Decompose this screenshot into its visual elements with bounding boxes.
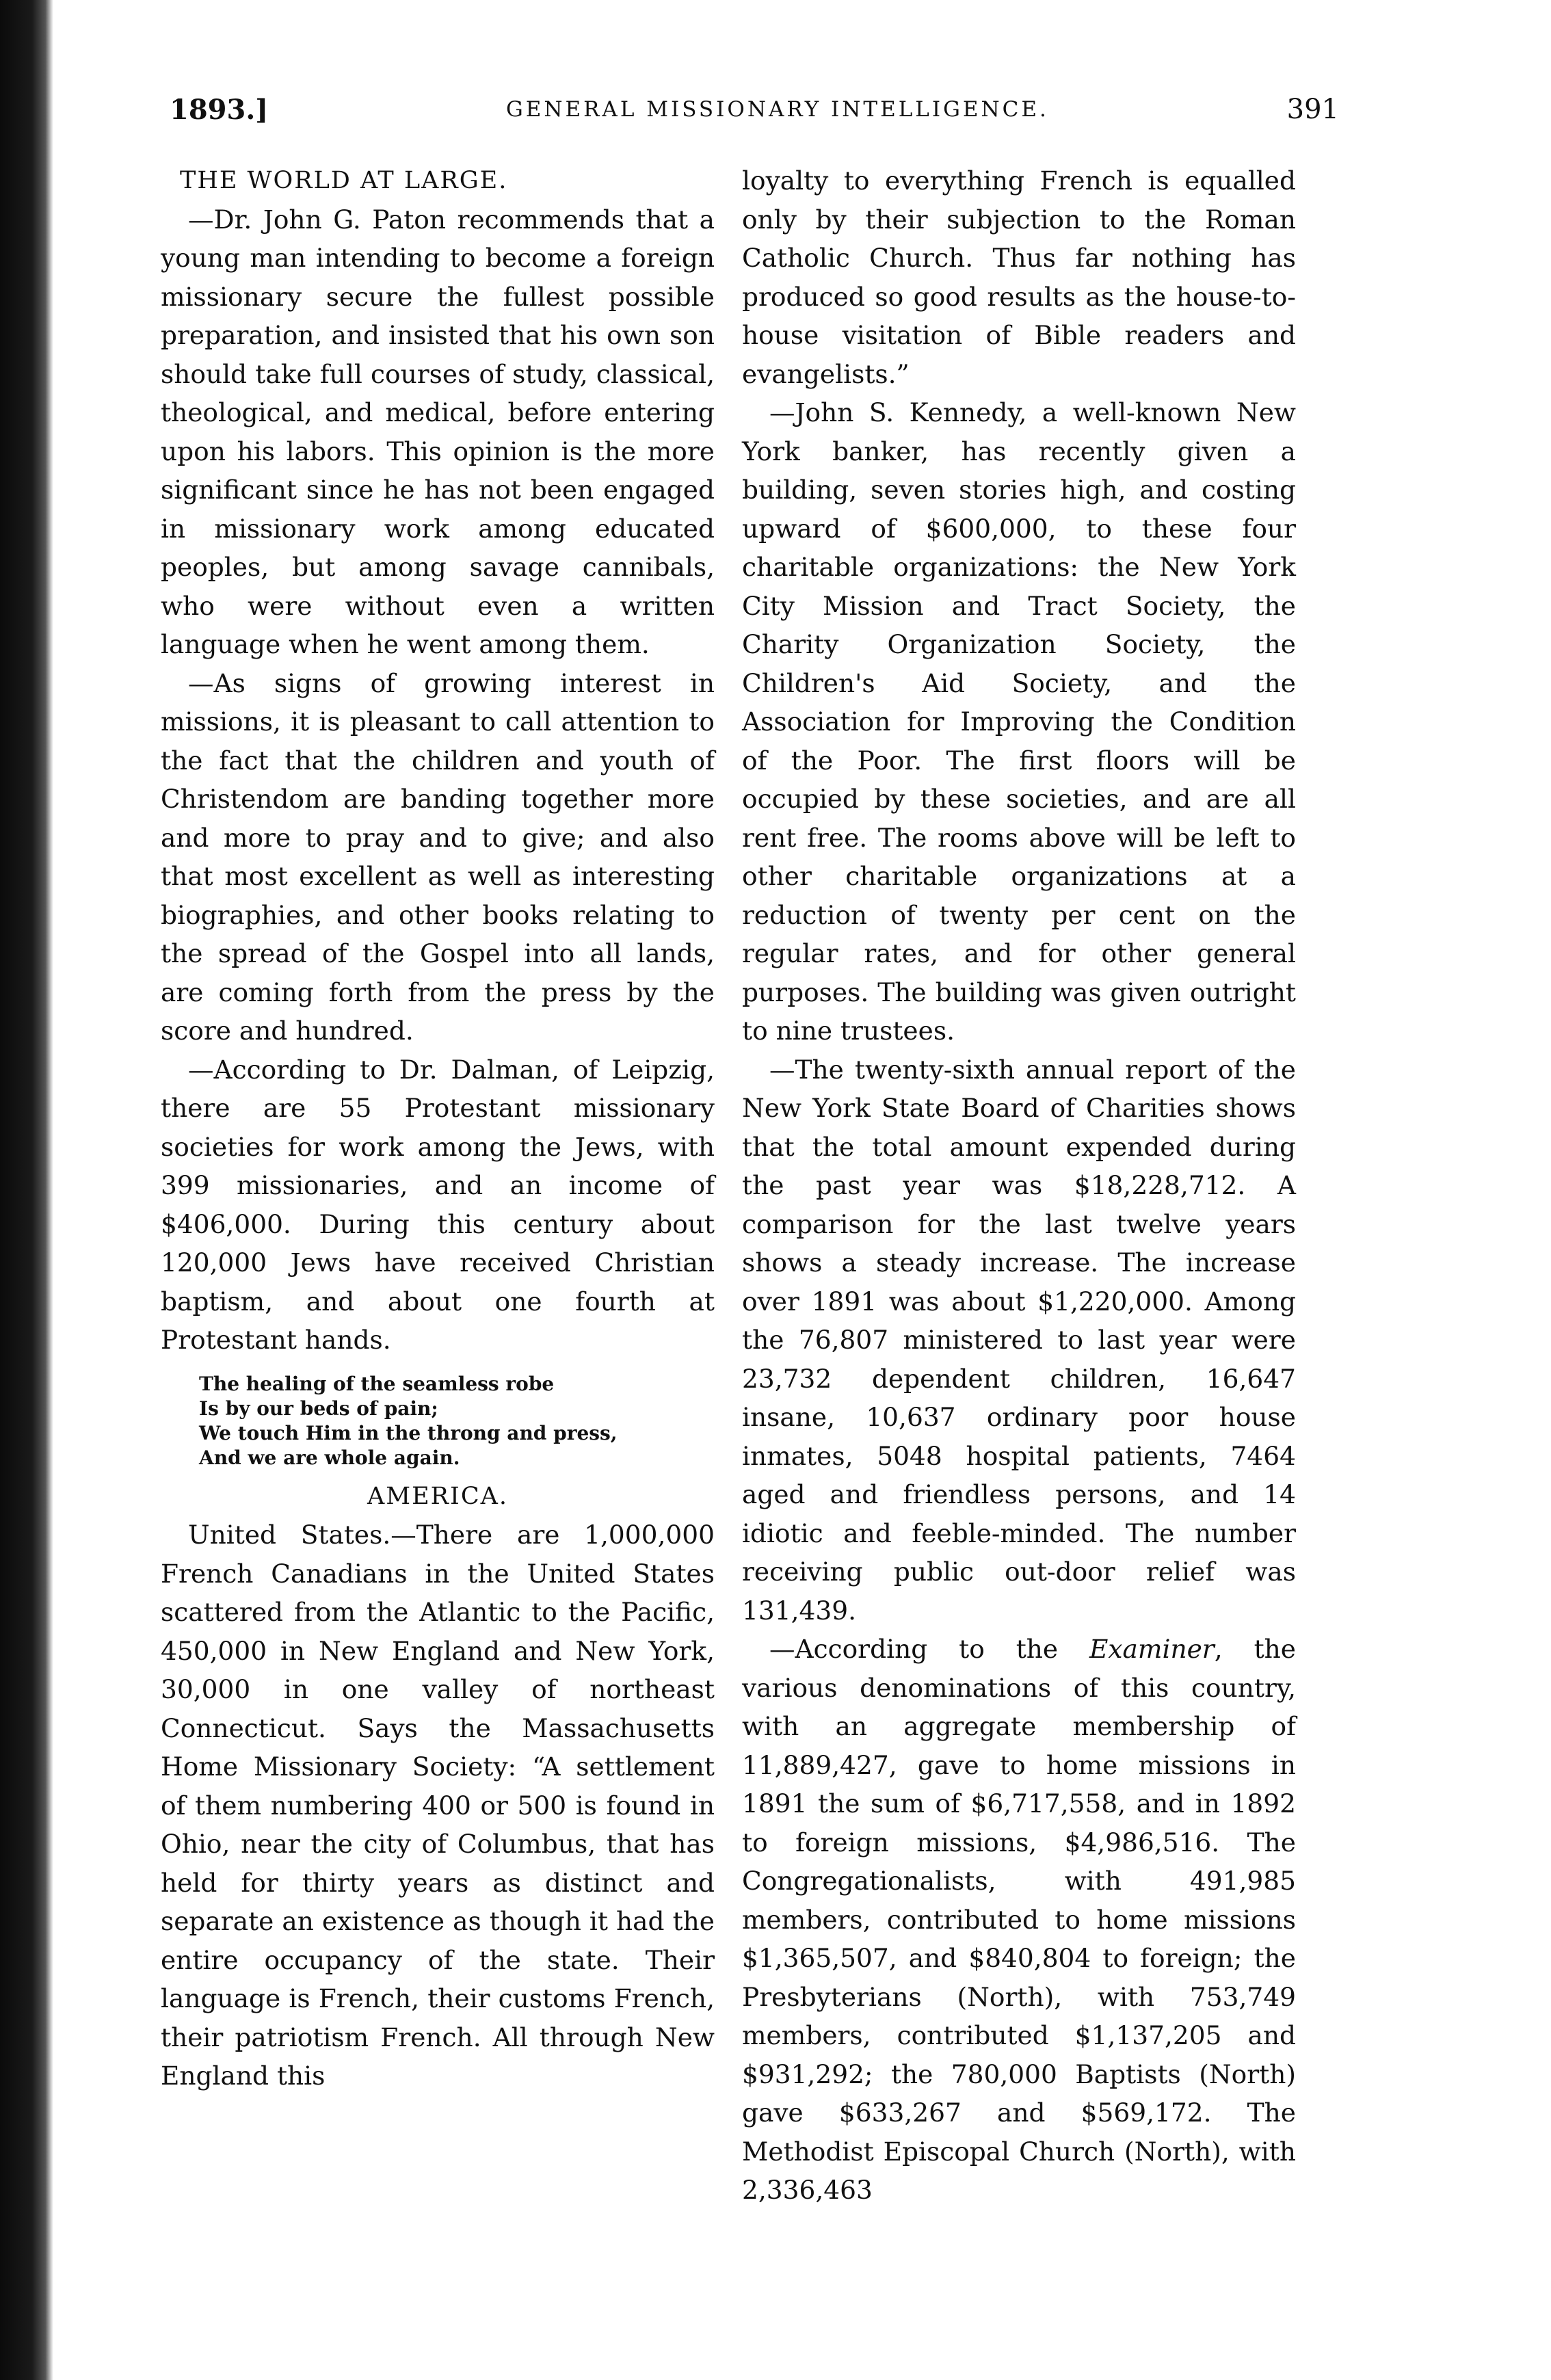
running-title: GENERAL MISSIONARY INTELLIGENCE. [505,97,1049,122]
examiner-lead: —According to the [769,1634,1090,1664]
poem-line: We touch Him in the throng and press, [199,1421,618,1444]
paragraph-paton: —Dr. John G. Paton recommends that a young man intending to become a foreign missionary secure the fullest possible preparation, and insisted that his own son should take full courses of study, classical, theological, and medical, before entering upon his labors. This opinion is the more significant since he has not been engaged in missionary work among educated peoples, but among savage cannibals, who were without even a written language when he went among them. [161,204,715,659]
poem-quote [161,1372,715,1470]
paragraph-kennedy: —John S. Kennedy, a well-known New York banker, has recently given a building, seven stories high, and costing upward of $600,000, to these four charitable organizations: the New York City Mission and Tract Society, the Charity Organization Society, the Children's Aid Society, and the Association for Improving the Condition of the Poor. The first floors will be occupied by these societies, and are all rent free. The rooms above will be left to other charitable organizations at a reduction of twenty per cent on the regular rates, and for other general purposes. The building was given outright to nine trustees. [742,397,1296,1046]
left-column [161,161,715,2095]
paragraph-continued: loyalty to everything French is equalled only by their subjection to the Roman Catholic Church. Thus far nothing has produced so good results as the house-to-house visitation of Bible readers and evangelists.” [742,166,1296,389]
right-column [742,161,1296,2210]
paragraph-dalman: —According to Dr. Dalman, of Leipzig, there are 55 Protestant missionary societies for work among the Jews, with 399 missionaries, and an income of $406,000. During this century about 120,000 Jews have received Christian baptism, and about one fourth at Protestant hands. [161,1054,715,1355]
paragraph-united-states: United States.—There are 1,000,000 French Canadians in the United States scattered from the Atlantic to the Pacific, 450,000 in New England and New York, 30,000 in one valley of northeast Connecticut. Says the Massachusetts Home Missionary Society: “A settlement of them numbering 400 or 500 is found in Ohio, near the city of Columbus, that has held for thirty years as distinct and separate an existence as though it had the entire occupancy of the state. Their language is French, their customs French, their patriotism French. All through New England this [161,1520,715,2091]
poem-line: And we are whole again. [199,1446,460,1469]
poem-line: Is by our beds of pain; [199,1397,438,1420]
section-title-world-at-large: THE WORLD AT LARGE. [180,167,508,194]
paragraph-board-of-charities: —The twenty-sixth annual report of the New York State Board of Charities shows that the total amount expended during the past year was $18,228,712. A comparison for the last twelve years shows a steady increase. The increase over 1891 was about $1,220,000. Among the 76,807 ministered to last year were 23,732 dependent children, 16,647 insane, 10,637 ordinary poor house inmates, 5048 hospital patients, 7464 aged and friendless persons, and 14 idiotic and feeble-minded. The number receiving public out-door relief was 131,439. [742,1054,1296,1626]
examiner-body: , the various denominations of this country, with an aggregate membership of 11,889,427, gave to home missions in 1891 the sum of $6,717,558, and in 1892 to foreign missions, $4,986,516. The Congregationalists, with 491,985 members, contributed to home missions $1,365,507, and $840,804 to foreign; the Presbyterians (North), with 753,749 members, contributed $1,137,205 and $931,292; the 780,000 Baptists (North) gave $633,267 and $569,172. The Methodist Episcopal Church (North), with 2,336,463 [742,1634,1296,2205]
book-binding-shadow [0,0,53,2380]
page-number: 391 [1286,94,1339,125]
section-title-america: AMERICA. [367,1482,509,1510]
poem-line: The healing of the seamless robe [199,1372,555,1395]
page-header [170,82,1339,137]
header-year: 1893.] [170,93,269,126]
examiner-title: Examiner [1089,1634,1215,1664]
paragraph-examiner [742,1630,1296,2210]
paragraph-signs-of-interest: —As signs of growing interest in missions, it is pleasant to call attention to the fact that the children and youth of Christendom are banding together more and more to pray and to give; and also that most excellent as well as interesting biographies, and other books relating to the spread of the Gospel into all lands, are coming forth from the press by the score and hundred. [161,667,715,1046]
